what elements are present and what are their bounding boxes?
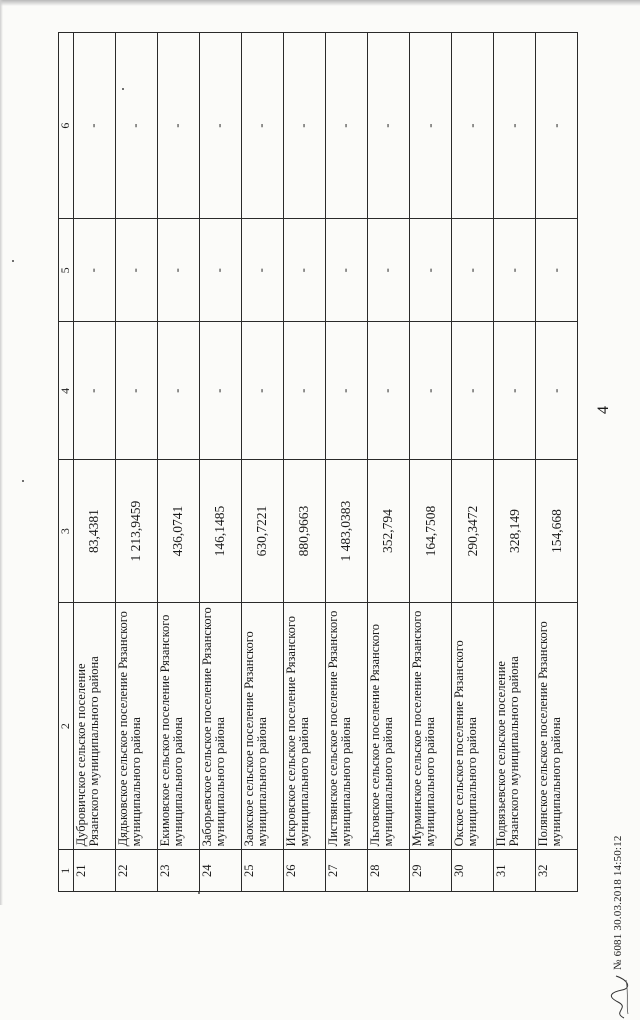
signature-scribble — [608, 974, 632, 1020]
scan-edge-top — [0, 0, 640, 6]
settlement-name: Льговское сельское поселение Рязанского муниципального района — [367, 602, 409, 850]
row-number: 32 — [535, 850, 577, 892]
column-4-cell: - — [73, 322, 115, 460]
area-value: 83,4381 — [73, 460, 115, 602]
settlement-name: Дубровичское сельское поселение Рязанского муниципального района — [73, 602, 115, 850]
rotated-document-page — [58, 32, 638, 970]
row-number: 26 — [283, 850, 325, 892]
area-value: 164,7508 — [409, 460, 451, 602]
column-6-cell: - — [325, 33, 367, 219]
area-value: 630,7221 — [241, 460, 283, 602]
column-5-cell: - — [367, 219, 409, 322]
table-row — [199, 33, 241, 892]
row-number: 30 — [451, 850, 493, 892]
table-row — [535, 33, 577, 892]
column-5-cell: - — [115, 219, 157, 322]
area-value: 352,794 — [367, 460, 409, 602]
settlement-name: Подвязьевское сельское поселение Рязанского муниципального района — [493, 602, 535, 850]
column-4-cell: - — [367, 322, 409, 460]
column-6-cell: - — [367, 33, 409, 219]
column-5-cell: - — [199, 219, 241, 322]
scan-speck — [22, 480, 24, 482]
settlement-name: Полянское сельское поселение Рязанского муниципального района — [535, 602, 577, 850]
column-6-cell: - — [199, 33, 241, 219]
column-4-cell: - — [409, 322, 451, 460]
column-4-cell: - — [451, 322, 493, 460]
column-header: 4 — [59, 322, 74, 460]
column-4-cell: - — [535, 322, 577, 460]
column-4-cell: - — [283, 322, 325, 460]
table-row — [451, 33, 493, 892]
table-row — [409, 33, 451, 892]
settlement-name: Искровское сельское поселение Рязанского муниципального района — [283, 602, 325, 850]
table-row — [115, 33, 157, 892]
column-6-cell: - — [283, 33, 325, 219]
settlement-name: Екимовское сельское поселение Рязанского муниципального района — [157, 602, 199, 850]
row-number: 27 — [325, 850, 367, 892]
settlements-table — [58, 32, 578, 892]
column-6-cell: - — [73, 33, 115, 219]
column-4-cell: - — [157, 322, 199, 460]
row-number: 25 — [241, 850, 283, 892]
column-header: 5 — [59, 219, 74, 322]
table-row — [283, 33, 325, 892]
column-5-cell: - — [157, 219, 199, 322]
column-4-cell: - — [493, 322, 535, 460]
column-6-cell: - — [535, 33, 577, 219]
column-5-cell: - — [325, 219, 367, 322]
table-row — [367, 33, 409, 892]
column-header: 3 — [59, 460, 74, 602]
row-number: 23 — [157, 850, 199, 892]
column-5-cell: - — [451, 219, 493, 322]
table-row — [325, 33, 367, 892]
settlement-name: Дядьковское сельское поселение Рязанского муниципального района — [115, 602, 157, 850]
stamp-text: № 6081 30.03.2018 14:50:12 — [612, 835, 624, 970]
column-header: 1 — [59, 850, 74, 892]
column-header: 6 — [59, 33, 74, 219]
scan-speck — [12, 260, 14, 262]
column-5-cell: - — [73, 219, 115, 322]
table-row — [157, 33, 199, 892]
column-5-cell: - — [283, 219, 325, 322]
area-value: 154,668 — [535, 460, 577, 602]
column-5-cell: - — [409, 219, 451, 322]
column-4-cell: - — [325, 322, 367, 460]
column-6-cell: - — [409, 33, 451, 219]
scan-speck — [198, 892, 200, 894]
column-header: 2 — [59, 602, 74, 850]
registration-stamp — [606, 32, 634, 970]
settlement-name: Заборьевское сельское поселение Рязанского муниципального района — [199, 602, 241, 850]
area-value: 436,0741 — [157, 460, 199, 602]
column-4-cell: - — [241, 322, 283, 460]
settlement-name: Мурминское сельское поселение Рязанского муниципального района — [409, 602, 451, 850]
column-5-cell: - — [535, 219, 577, 322]
area-value: 290,3472 — [451, 460, 493, 602]
row-number: 29 — [409, 850, 451, 892]
column-6-cell: - — [493, 33, 535, 219]
area-value: 1 213,9459 — [115, 460, 157, 602]
table-row — [493, 33, 535, 892]
table-row — [241, 33, 283, 892]
area-value: 328,149 — [493, 460, 535, 602]
column-6-cell: - — [157, 33, 199, 219]
column-6-cell: - — [241, 33, 283, 219]
column-6-cell: - — [451, 33, 493, 219]
area-value: 146,1485 — [199, 460, 241, 602]
settlement-name: Заокское сельское поселение Рязанского муниципального района — [241, 602, 283, 850]
row-number: 22 — [115, 850, 157, 892]
scan-edge-left — [0, 0, 3, 905]
area-value: 1 483,0383 — [325, 460, 367, 602]
page-number: 4 — [595, 406, 612, 414]
area-value: 880,9663 — [283, 460, 325, 602]
settlement-name: Окское сельское поселение Рязанского муниципального района — [451, 602, 493, 850]
row-number: 24 — [199, 850, 241, 892]
row-number: 31 — [493, 850, 535, 892]
column-6-cell: - — [115, 33, 157, 219]
row-number: 21 — [73, 850, 115, 892]
settlement-name: Листвянское сельское поселение Рязанского муниципального района — [325, 602, 367, 850]
column-5-cell: - — [493, 219, 535, 322]
column-4-cell: - — [115, 322, 157, 460]
column-4-cell: - — [199, 322, 241, 460]
table-row — [73, 33, 115, 892]
row-number: 28 — [367, 850, 409, 892]
table-header-row — [59, 33, 74, 892]
column-5-cell: - — [241, 219, 283, 322]
